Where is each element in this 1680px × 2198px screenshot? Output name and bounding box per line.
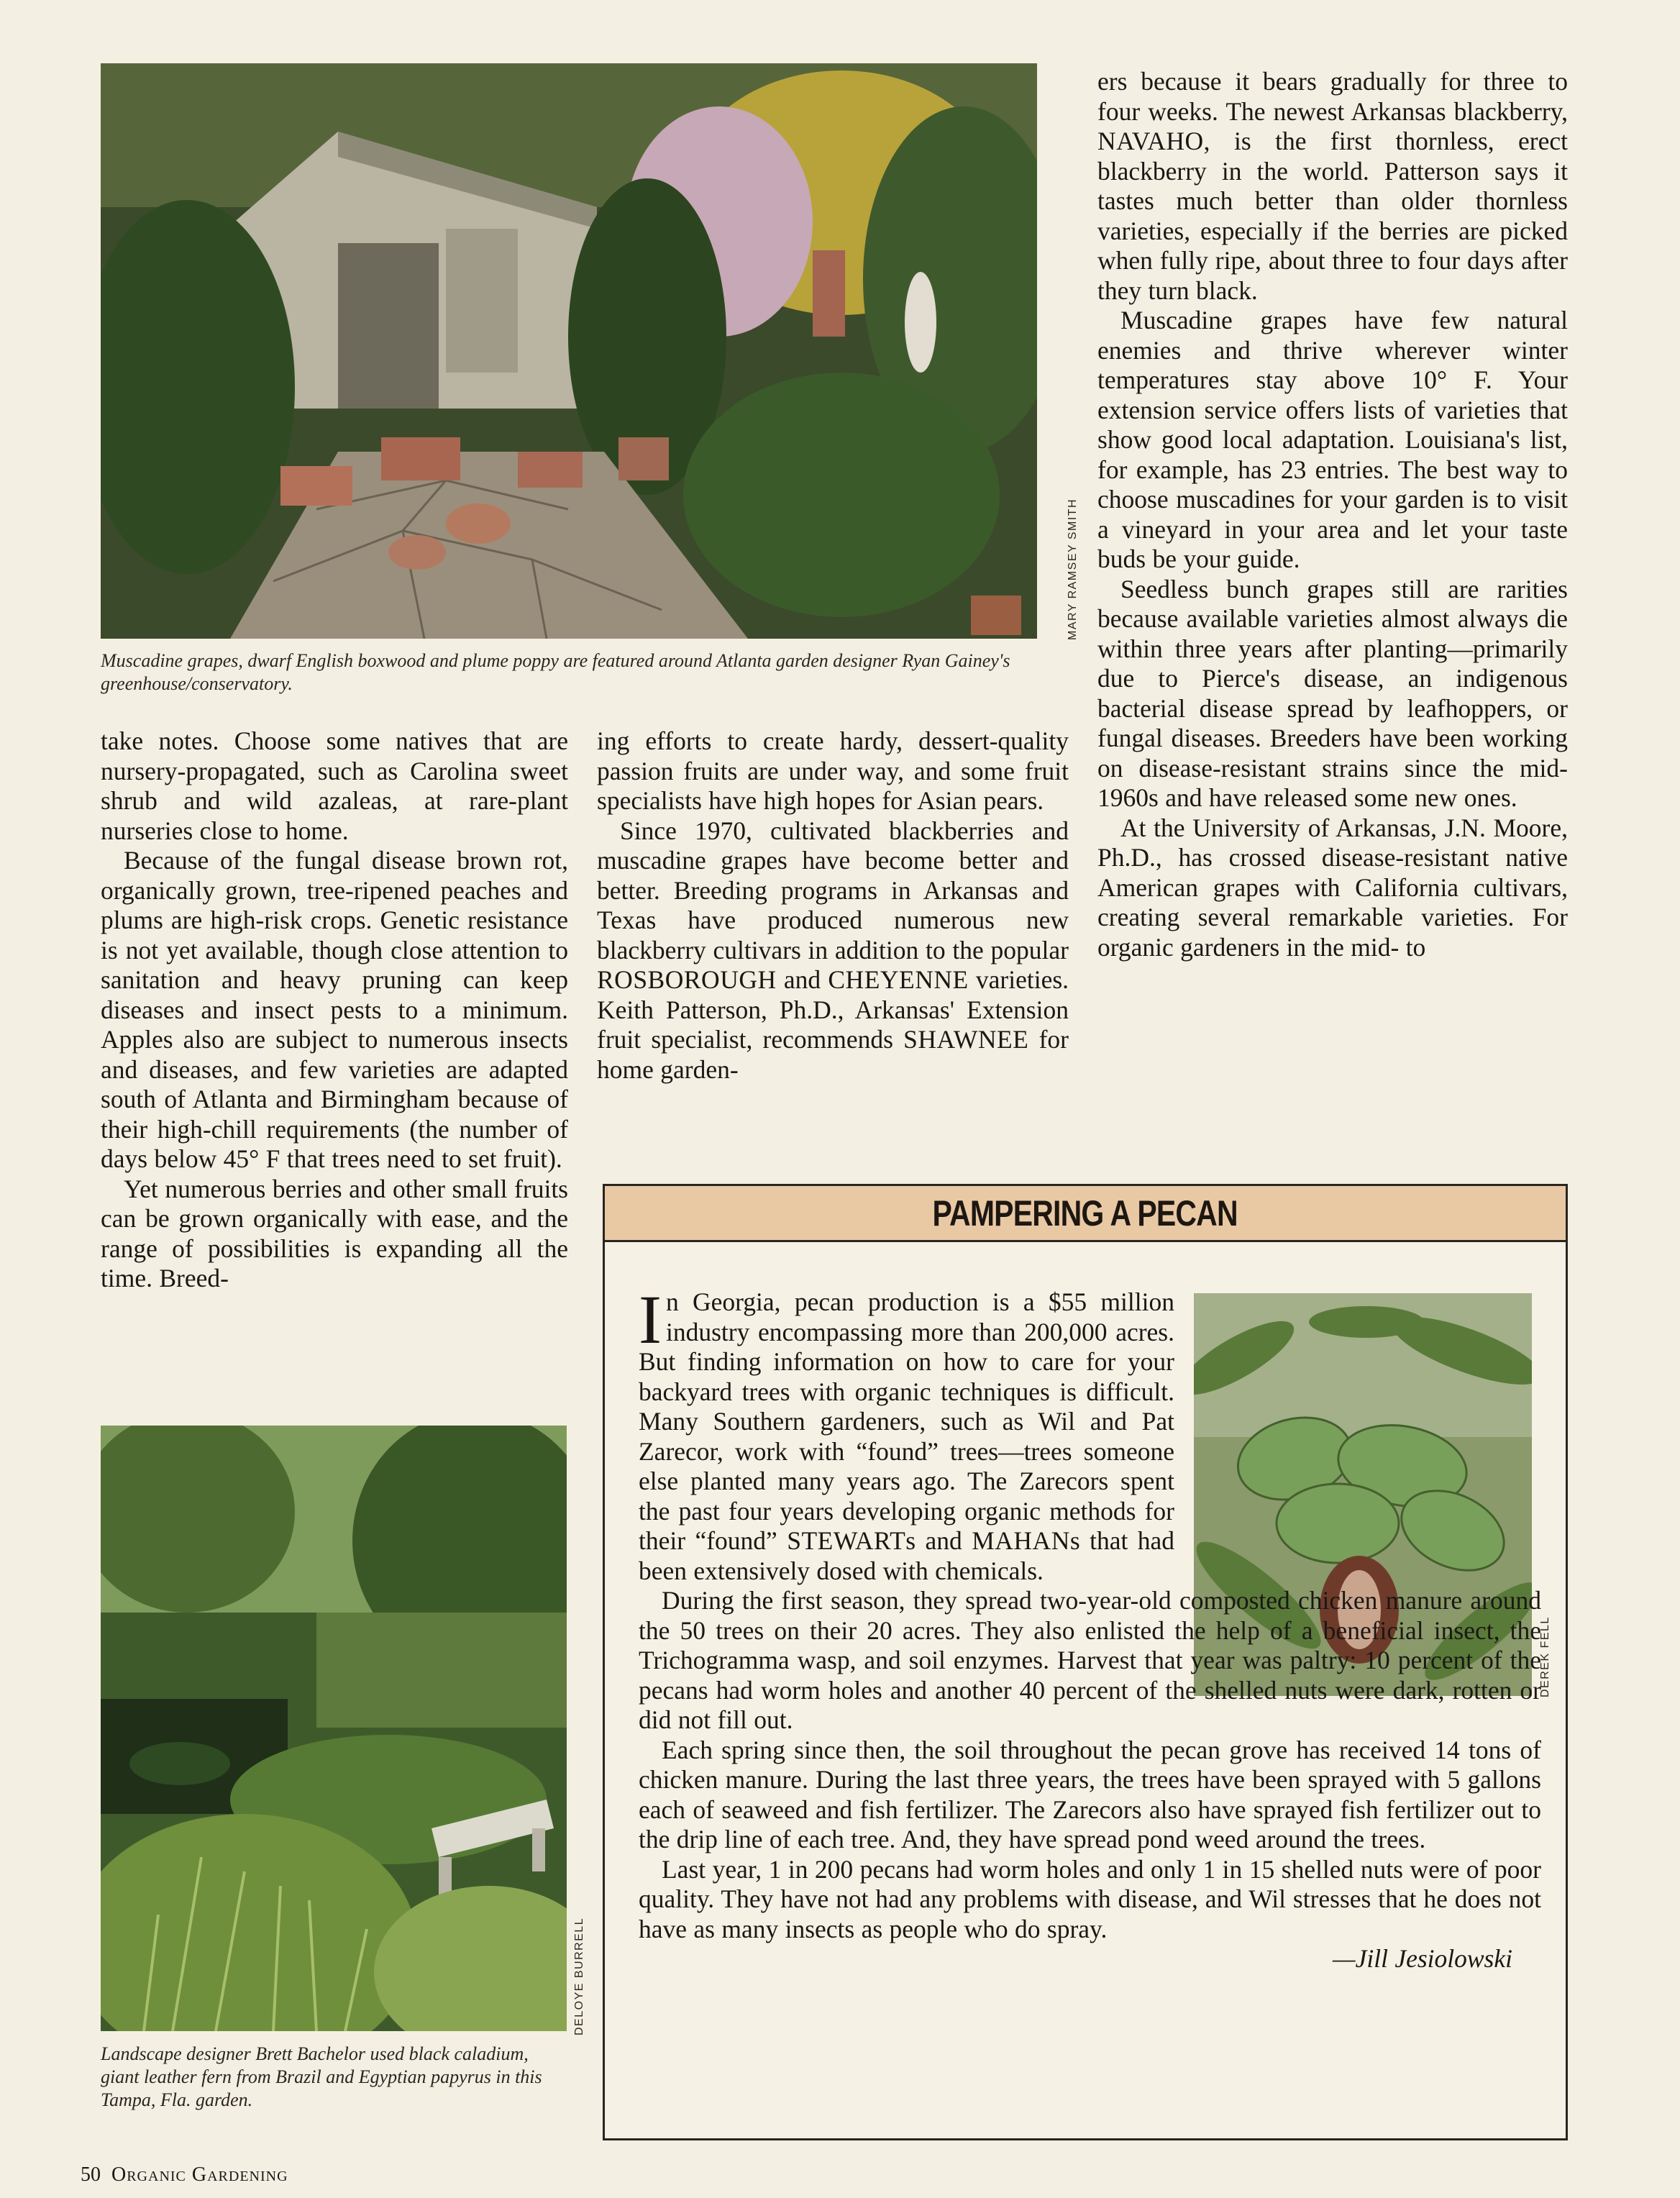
sidebar-title-bar — [603, 1184, 1568, 1240]
sidebar-paragraph-3: Each spring since then, the soil throughout the pecan grove has received 14 tons of chicken manure. During the last three years, the trees have been sprayed with 5 gallons each of seaweed and fish fertilizer. The Zarecors also have sprayed fish fertilizer out to the drip line of each tree. And, they have spread pond weed around the trees. — [639, 1735, 1541, 1853]
col3-paragraph-4: At the University of Arkansas, J.N. Moore, Ph.D., has crossed disease-resistant native American grapes with California cultivars, creating several remarkable varieties. For organic gardeners in the mid- to — [1097, 813, 1568, 962]
variety-cheyenne: CHEYENNE — [828, 965, 969, 994]
col1-paragraph-2: Because of the fungal disease brown rot, organically grown, tree-ripened peaches and plums are high-risk crops. Genetic resistance is not yet available, though close attention to sanitation and heavy pruning can keep diseases and insect pests to a minimum. Apples also are subject to numerous insects and diseases, and few varieties are adapted south of Atlanta and Birmingham because of their high-chill requirements (the number of days below 45° F that trees need to set fruit). — [101, 846, 568, 1173]
col3-paragraph-1 — [1097, 67, 1568, 306]
col2-paragraph-2 — [597, 816, 1069, 1085]
sidebar-signature: —Jill Jesiolowski — [1333, 1944, 1512, 1973]
col2-text-a: Since 1970, cultivated blackberries and muscadine grapes have become better and better. Breeding programs in Arkansas and Texas have produced numerous new blackberry cultivars in addition to the popular — [597, 816, 1069, 965]
col2-paragraph-1: ing efforts to create hardy, dessert-quality passion fruits are under way, and some fruit specialists have high hopes for Asian pears. — [597, 726, 1069, 815]
sidebar-paragraph-1 — [639, 1281, 1174, 1586]
photo-caption-bottom: Landscape designer Brett Bachelor used black caladium, giant leather fern from Brazil and Egyptian papyrus in this Tampa, Fla. garden. — [101, 2043, 542, 2110]
sidebar-paragraph-4: Last year, 1 in 200 pecans had worm holes and only 1 in 15 shelled nuts were of poor quality. They have not had any problems with disease, and Wil stresses that he does not have as many insects as people who do spray. — [639, 1854, 1541, 1943]
sidebar-text-b: s and — [905, 1526, 962, 1555]
variety-stewart: STEWART — [787, 1526, 906, 1555]
col2-text-c: varieties. Keith Patterson, Ph.D., Arkansas' Extension fruit specialist, recommends — [597, 965, 1069, 1054]
col2-text-d: for home garden- — [597, 1025, 1069, 1084]
page-folio — [81, 2163, 512, 2186]
variety-navaho: NAVAHO — [1097, 127, 1204, 155]
sidebar-text-c: s that had been extensively dosed with chemicals. — [639, 1526, 1174, 1585]
variety-shawnee: SHAWNEE — [903, 1025, 1029, 1054]
photo-credit-top: MARY RAMSEY SMITH — [1067, 498, 1079, 640]
column-2 — [597, 726, 1069, 1085]
column-3 — [1097, 67, 1568, 962]
photo-greenhouse-garden — [101, 63, 1037, 639]
page-number: 50 — [81, 2163, 101, 2186]
col3-paragraph-3: Seedless bunch grapes still are rarities because available varieties almost always die within three years after planting—primarily due to Pierce's disease, an indigenous bacterial disease spread by leafhoppers, or fungal diseases. Breeders have been working on disease-resistant strains since the mid-1960s and have released some new ones. — [1097, 574, 1568, 812]
col2-text-b: and — [783, 965, 821, 994]
drop-cap: I — [639, 1281, 662, 1358]
publication-name: Organic Gardening — [111, 2163, 288, 2186]
photo-caption-top: Muscadine grapes, dwarf English boxwood and plume poppy are featured around Atlanta garden designer Ryan Gainey's greenhouse/conservatory. — [101, 650, 1010, 694]
photo-credit-bottom: DELOYE BURRELL — [573, 1917, 585, 2035]
sidebar-paragraph-2: During the first season, they spread two-year-old composted chicken manure around the 50 trees on their 20 acres. They also enlisted the help of a beneficial insect, the Trichogramma wasp, and soil enzymes. Harvest that year was paltry: 10 percent of the pecans had worm holes and another 40 percent of the shelled nuts were dark, rotten or did not fill out. — [639, 1586, 1541, 1734]
col3-text-b: , is the first thornless, erect blackberry in the world. Patterson says it tastes much better than older thornless varieties, especially if the berries are picked when fully ripe, about three to four days after they turn black. — [1097, 127, 1568, 305]
column-1 — [101, 726, 568, 1294]
sidebar-text-a: n Georgia, pecan production is a $55 million industry encompassing more than 200,000 acres. But finding information on how to care for your backyard trees with organic techniques is difficult. Many Southern gardeners, such as Wil and Pat Zarecor, work with “found” trees—trees someone else planted many years ago. The Zarecors spent the past four years developing organic methods for their “found” — [639, 1287, 1174, 1555]
sidebar-text-wrap — [639, 1281, 1174, 1586]
photo-tampa-garden — [101, 1426, 567, 2031]
col3-text-a: ers because it bears gradually for three to four weeks. The newest Arkansas blackberry, — [1097, 67, 1568, 126]
col3-paragraph-2: Muscadine grapes have few natural enemies and thrive wherever winter temperatures stay above 10° F. Your extension service offers lists of varieties that show good local adaptation. Louisiana's list, for example, has 23 entries. The best way to choose muscadines for your garden is to visit a vineyard in your area and let your taste buds be your guide. — [1097, 306, 1568, 573]
col1-paragraph-3: Yet numerous berries and other small fruits can be grown organically with ease, and the range of possibilities is expanding all the time. Breed- — [101, 1174, 568, 1292]
col1-paragraph-1: take notes. Choose some natives that are nursery-propagated, such as Carolina sweet shrub and wild azaleas, at rare-plant nurseries close to home. — [101, 726, 568, 845]
photo-credit-pecan: DEREK FELL — [1539, 1616, 1551, 1697]
sidebar-title: PAMPERING A PECAN — [932, 1193, 1238, 1233]
sidebar-text — [639, 1281, 1541, 1974]
variety-rosborough: ROSBOROUGH — [597, 965, 777, 994]
variety-mahan: MAHAN — [972, 1526, 1070, 1555]
